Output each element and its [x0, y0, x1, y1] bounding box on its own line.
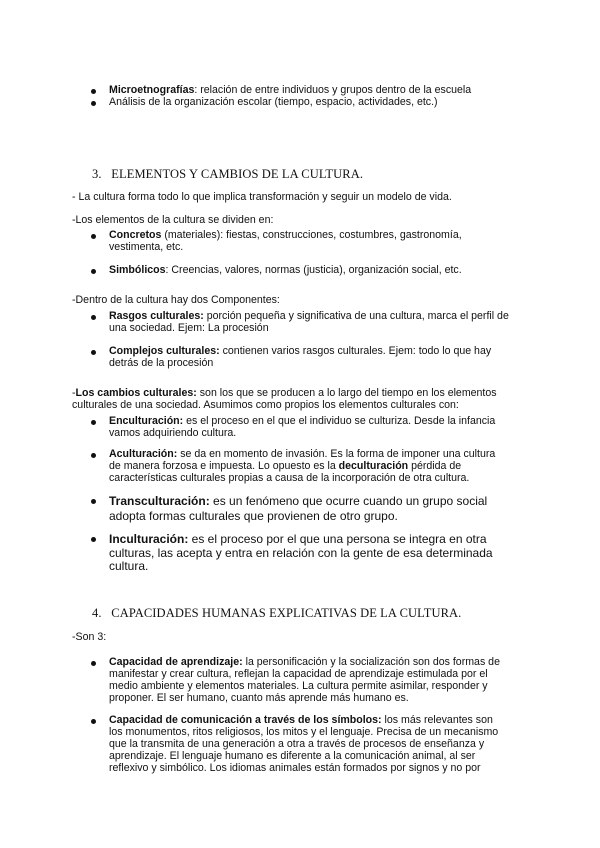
- section-3-para-3: -Dentro de la cultura hay dos Componentes:: [72, 294, 280, 306]
- capacidad-aprendizaje-cont: manifestar y crear cultura, reflejan la capacidad de aprendizaje estimulada por el: [109, 668, 488, 680]
- proceso-inculturacion: Inculturación: es el proceso por el que una persona se integra en otra: [109, 532, 487, 546]
- section-3-para-1: - La cultura forma todo lo que implica transformación y seguir un modelo de vida.: [72, 191, 452, 203]
- cambios-culturales-cont: culturales de una sociedad. Asumimos como propios los elementos culturales con:: [72, 399, 459, 411]
- proceso-enculturacion: Enculturación: es el proceso en el que el individuo se culturiza. Desde la infancia: [109, 415, 496, 427]
- section-3-heading: 3. ELEMENTOS Y CAMBIOS DE LA CULTURA.: [92, 167, 364, 181]
- proceso-enculturacion-cont: vamos adquiriendo cultura.: [109, 427, 237, 439]
- bullet-icon: [91, 101, 96, 106]
- bullet-icon: [91, 89, 96, 94]
- elemento-simbolicos: Simbólicos: Creencias, valores, normas (justicia), organización social, etc.: [109, 264, 462, 276]
- intro-bullet-1: Microetnografías: relación de entre individuos y grupos dentro de la escuela: [109, 84, 472, 96]
- componente-rasgos-cont: una sociedad. Ejem: La procesión: [109, 322, 269, 334]
- bullet-icon: [91, 661, 96, 666]
- elemento-concretos: Concretos (materiales): fiestas, construcciones, costumbres, gastronomía,: [109, 229, 462, 241]
- capacidad-aprendizaje-cont-3: proponer. El ser humano, cuanto más aprende más humano es.: [109, 692, 409, 704]
- proceso-inculturacion-cont-2: cultura.: [109, 559, 149, 573]
- section-3-para-2: -Los elementos de la cultura se dividen en:: [72, 214, 274, 226]
- proceso-inculturacion-cont: culturas, las acepta y entra en relación con la gente de esa determinada: [109, 546, 493, 560]
- proceso-aculturacion-cont: de manera forzosa e impuesta. Lo opuesto es la deculturación pérdida de: [109, 460, 462, 472]
- componente-complejos: Complejos culturales: contienen varios rasgos culturales. Ejem: todo lo que hay: [109, 345, 492, 357]
- capacidad-comunicacion-cont-4: reflexivo y simbólico. Los idiomas animales están formados por signos y no por: [109, 762, 481, 774]
- proceso-transculturacion-cont: adopta formas culturales que provienen de otro grupo.: [109, 509, 398, 523]
- section-4-para-1: -Son 3:: [72, 631, 107, 643]
- proceso-aculturacion: Aculturación: se da en momento de invasión. Es la forma de imponer una cultura: [109, 448, 496, 460]
- proceso-aculturacion-cont-2: características culturales propias a causa de la incorporación de otra cultura.: [109, 472, 470, 484]
- proceso-transculturacion: Transculturación: es un fenómeno que ocurre cuando un grupo social: [109, 494, 488, 508]
- bullet-icon: [91, 719, 96, 724]
- bullet-icon: [91, 453, 96, 458]
- bullet-icon: [91, 420, 96, 425]
- capacidad-comunicacion-cont-3: aprendizaje. El lenguaje humano es diferente a la comunicación animal, al ser: [109, 750, 476, 762]
- elemento-concretos-cont: vestimenta, etc.: [109, 241, 184, 253]
- bullet-icon: [91, 234, 96, 239]
- capacidad-comunicacion: Capacidad de comunicación a través de los símbolos: los más relevantes son: [109, 714, 493, 726]
- bullet-icon: [91, 537, 96, 542]
- componente-rasgos: Rasgos culturales: porción pequeña y significativa de una cultura, marca el perfil de: [109, 310, 509, 322]
- capacidad-comunicacion-cont: los monumentos, ritos religiosos, los mitos y el lenguaje. Precisa de un mecanismo: [109, 726, 499, 738]
- bullet-icon: [91, 350, 96, 355]
- bullet-icon: [91, 499, 96, 504]
- bullet-icon: [91, 315, 96, 320]
- bullet-icon: [91, 269, 96, 274]
- intro-bullet-2: Análisis de la organización escolar (tiempo, espacio, actividades, etc.): [109, 96, 438, 108]
- section-4-heading: 4. CAPACIDADES HUMANAS EXPLICATIVAS DE LA CULTURA.: [92, 606, 462, 620]
- cambios-culturales: -Los cambios culturales: son los que se producen a lo largo del tiempo en los elementos: [72, 387, 497, 399]
- capacidad-comunicacion-cont-2: que la transmita de una generación a otra a través de procesos de enseñanza y: [109, 738, 485, 750]
- capacidad-aprendizaje: Capacidad de aprendizaje: la personificación y la socialización son dos formas de: [109, 656, 500, 668]
- componente-complejos-cont: detrás de la procesión: [109, 357, 214, 369]
- capacidad-aprendizaje-cont-2: medio ambiente y elementos materiales. La cultura permite asimilar, responder y: [109, 680, 488, 692]
